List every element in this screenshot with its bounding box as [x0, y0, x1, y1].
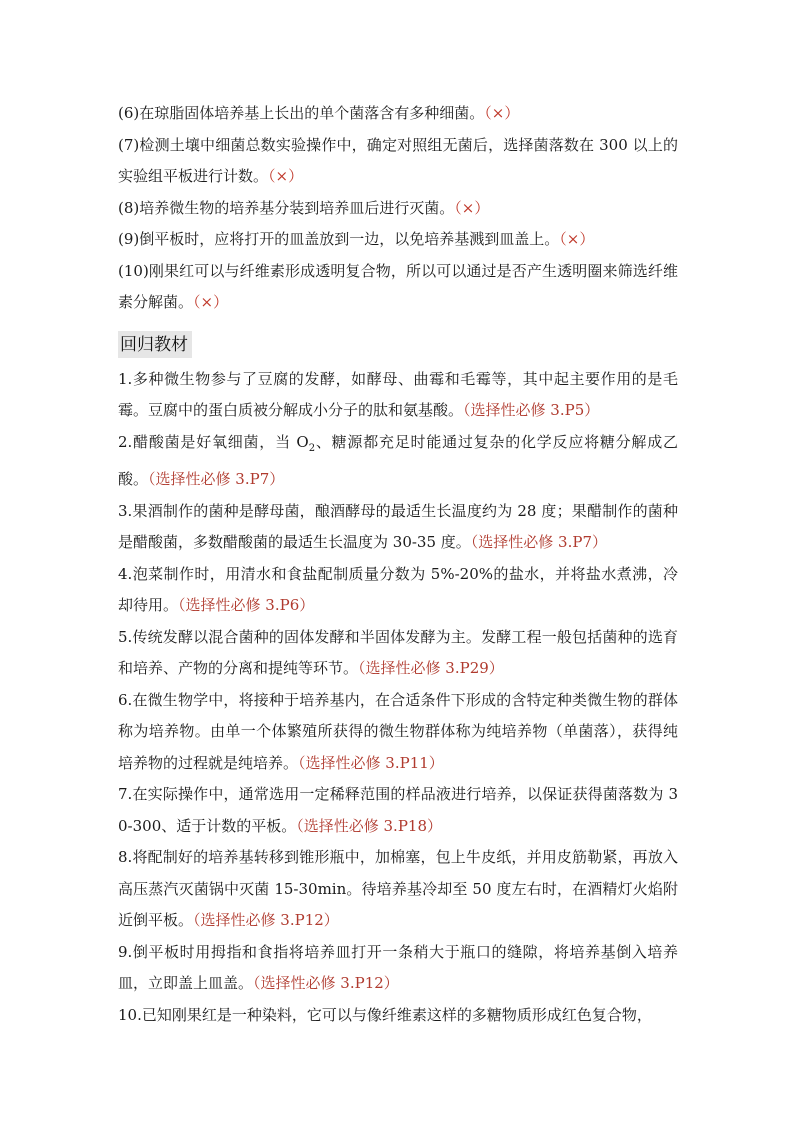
judgment-text: (6)在琼脂固体培养基上长出的单个菌落含有多种细菌。 [118, 104, 485, 122]
textbook-item-6 [118, 685, 678, 780]
item-text: 10.已知刚果红是一种染料，它可以与像纤维素这样的多糖物质形成红色复合物， [118, 1005, 652, 1024]
textbook-reference: （选择性必修 3.P29） [358, 659, 504, 677]
textbook-item-5 [118, 622, 678, 685]
textbook-reference: （选择性必修 3.P18） [296, 816, 443, 835]
wrong-mark: （×） [484, 104, 520, 122]
wrong-mark: （×） [193, 293, 229, 311]
item-text: 5.传统发酵以混合菌种的固体发酵和半固体发酵为主。发酵工程一般包括菌种的选育和培养、产物的分离和提纯等环节。 [118, 627, 678, 677]
document-page [118, 98, 678, 1031]
textbook-item-4 [118, 559, 678, 622]
textbook-item-9 [118, 937, 678, 1000]
textbook-reference: （选择性必修 3.P7） [148, 470, 285, 488]
item-text: 6.在微生物学中，将接种于培养基内，在合适条件下形成的含特定种类微生物的群体称为培养物。由单一个体繁殖所获得的微生物群体称为纯培养物（单菌落），获得纯培养物的过程就是纯培养。 [118, 690, 678, 772]
item-text: 1.多种微生物参与了豆腐的发酵，如酵母、曲霉和毛霉等，其中起主要作用的是毛霉。豆腐中的蛋白质被分解成小分子的肽和氨基酸。 [118, 369, 678, 419]
judgment-text: (10)刚果红可以与纤维素形成透明复合物，所以可以通过是否产生透明圈来筛选纤维素分解菌。 [118, 261, 678, 311]
judgment-text: (8)培养微生物的培养基分装到培养皿后进行灭菌。 [118, 198, 455, 217]
textbook-item-3 [118, 496, 678, 559]
textbook-item-1 [118, 364, 678, 427]
judgment-text: (9)倒平板时，应将打开的皿盖放到一边，以免培养基溅到皿盖上。 [118, 230, 560, 248]
item-text: 、糖源都充足时能通过复杂的化学反应将糖分解成乙酸。 [118, 432, 678, 488]
wrong-mark: （×） [454, 198, 490, 217]
textbook-reference: （选择性必修 3.P11） [298, 753, 444, 772]
textbook-item-10 [118, 1000, 678, 1032]
item-text: 9.倒平板时用拇指和食指将培养皿打开一条稍大于瓶口的缝隙，将培养基倒入培养皿，立即盖上皿盖。 [118, 942, 678, 992]
wrong-mark: （×） [559, 230, 595, 248]
textbook-item-2 [118, 427, 678, 496]
section-header [118, 319, 678, 364]
subscript: 2 [308, 442, 316, 454]
textbook-reference: （选择性必修 3.P12） [253, 974, 399, 992]
judgment-9 [118, 224, 678, 256]
textbook-reference: （选择性必修 3.P7） [470, 533, 607, 551]
textbook-item-7 [118, 779, 678, 842]
judgment-10 [118, 256, 678, 319]
textbook-reference: （选择性必修 3.P12） [193, 911, 339, 929]
item-text: 8.将配制好的培养基转移到锥形瓶中，加棉塞，包上牛皮纸，并用皮筋勒紧，再放入高压蒸汽灭菌锅中灭菌 15-30min。待培养基冷却至 50 度左右时，在酒精灯火焰附近倒平板。 [118, 848, 678, 929]
item-text: 7.在实际操作中，通常选用一定稀释范围的样品液进行培养，以保证获得菌落数为 30-300、适于计数的平板。 [118, 785, 678, 835]
item-text: 4.泡菜制作时，用清水和食盐配制质量分数为 5%-20%的盐水，并将盐水煮沸，冷却待用。 [118, 564, 678, 614]
textbook-reference: （选择性必修 3.P5） [463, 401, 600, 419]
judgment-7 [118, 130, 678, 193]
judgment-6 [118, 98, 678, 130]
section-title: 回归教材 [118, 331, 192, 358]
judgment-8 [118, 193, 678, 225]
judgment-text: (7)检测土壤中细菌总数实验操作中，确定对照组无菌后，选择菌落数在 300 以上的实验组平板进行计数。 [118, 135, 678, 185]
item-text: 3.果酒制作的菌种是酵母菌，酿酒酵母的最适生长温度约为 28 度；果醋制作的菌种是醋酸菌，多数醋酸菌的最适生长温度为 30-35 度。 [118, 501, 678, 551]
textbook-item-8 [118, 842, 678, 937]
item-text: 2.醋酸菌是好氧细菌，当 O [118, 432, 309, 451]
textbook-reference: （选择性必修 3.P6） [178, 596, 315, 614]
wrong-mark: （×） [268, 167, 304, 185]
